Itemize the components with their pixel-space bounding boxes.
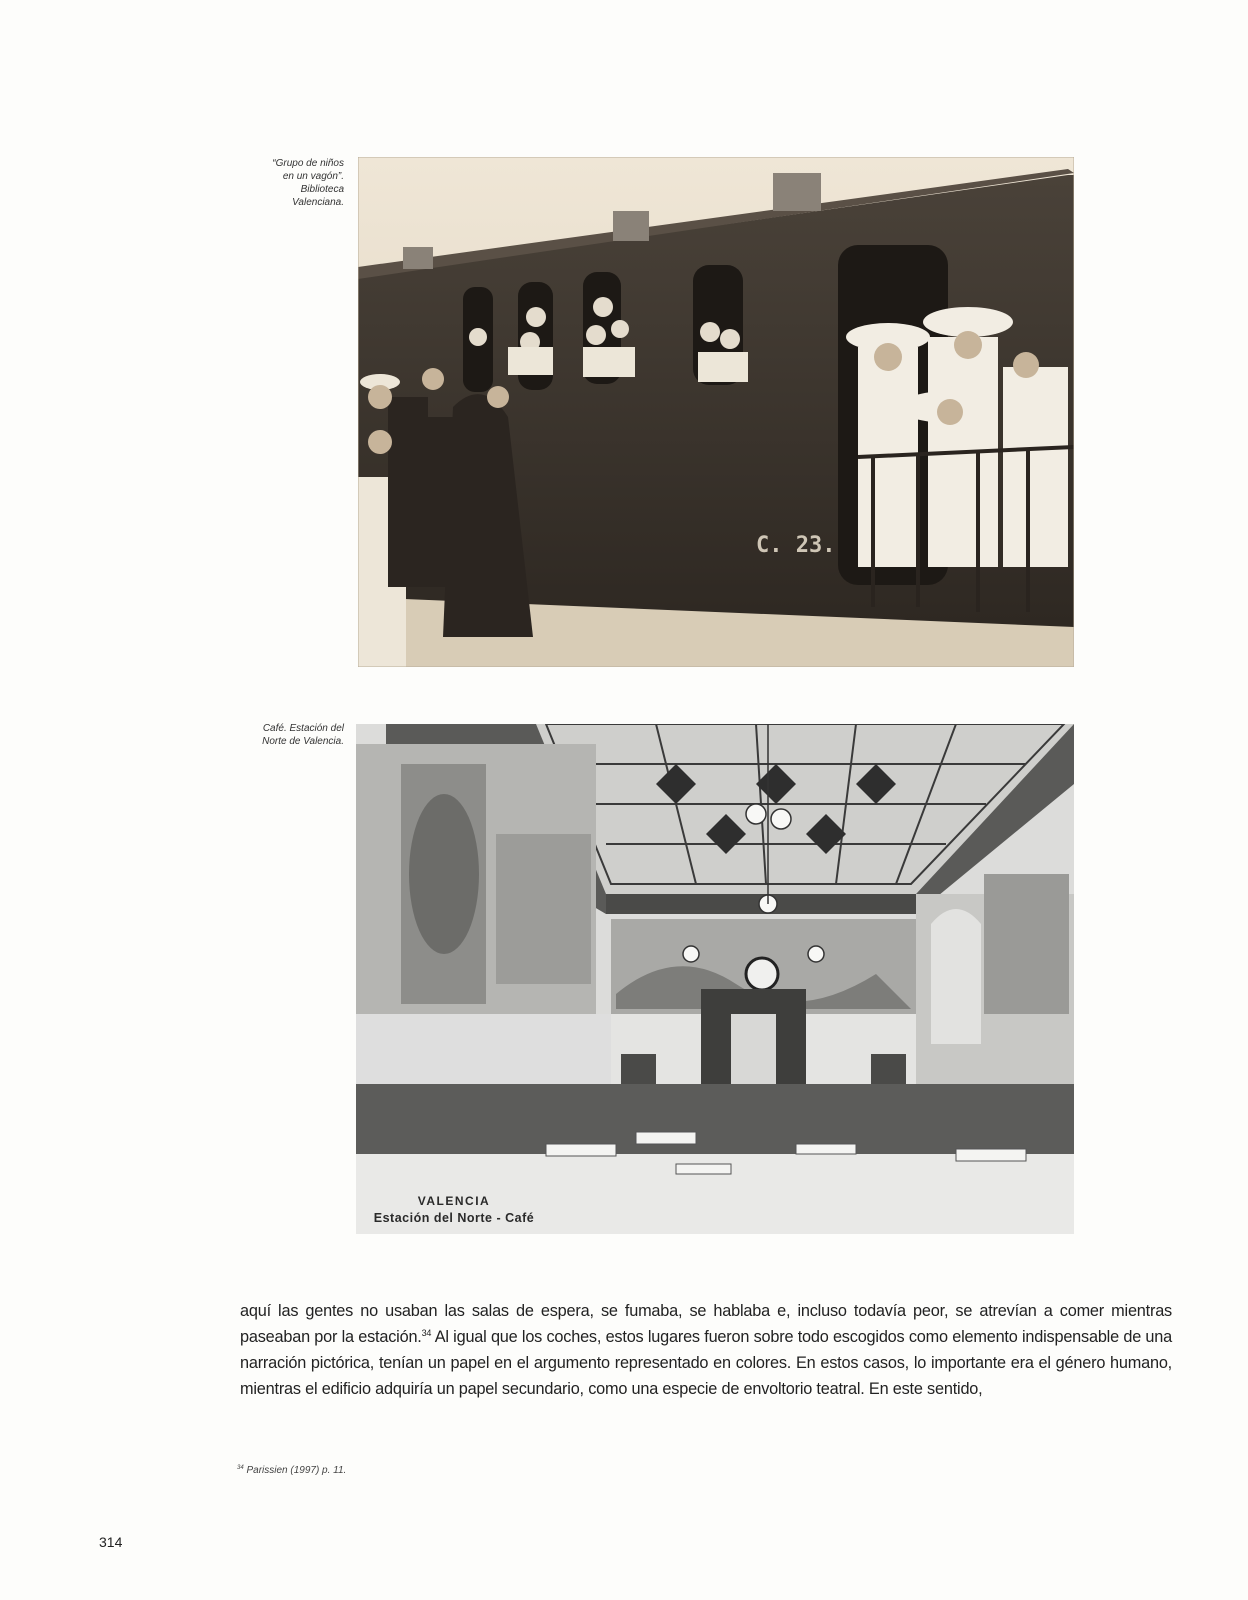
footnote-mark: 34 (237, 1465, 244, 1471)
figure-2-caption (190, 722, 344, 748)
figure-1-caption (200, 157, 344, 209)
train-carriage-photo (358, 157, 1074, 667)
caption-line: Valenciana. (292, 197, 344, 208)
caption-line: en un vagón”. (282, 171, 344, 182)
page-number: 314 (99, 1534, 123, 1550)
body-text-part: aquí las gentes no usaban las salas de espera, se fumaba, se hablaba e, incluso todavía peor, se atrevían a comer mientras paseaban por la estación. (240, 1302, 1172, 1346)
footnote-text: Parissien (1997) p. 11. (246, 1465, 347, 1476)
postcard-label (359, 1193, 549, 1227)
car-number: C. 23. (756, 533, 836, 558)
body-text-part: Al igual que los coches, estos lugares fueron sobre todo escogidos como elemento indispensable de una narración pictórica, tenían un papel en el argumento representado en colores. En estos casos, lo importante era el género humano, mientras el edificio adquiría un papel secundario, como una especie de envoltorio teatral. En este sentido, (240, 1328, 1172, 1398)
station-cafe-photo (356, 724, 1074, 1234)
postcard-subtitle: Estación del Norte - Café (373, 1211, 535, 1225)
caption-line: “Grupo de niños (272, 158, 344, 169)
footnote (237, 1465, 346, 1476)
caption-line: Café. Estación del (262, 723, 344, 734)
postcard-city: VALENCIA (417, 1194, 491, 1208)
caption-line: Biblioteca (300, 184, 344, 195)
body-paragraph (240, 1298, 1172, 1402)
caption-line: Norte de Valencia. (262, 736, 344, 747)
footnote-ref[interactable]: 34 (421, 1328, 432, 1338)
